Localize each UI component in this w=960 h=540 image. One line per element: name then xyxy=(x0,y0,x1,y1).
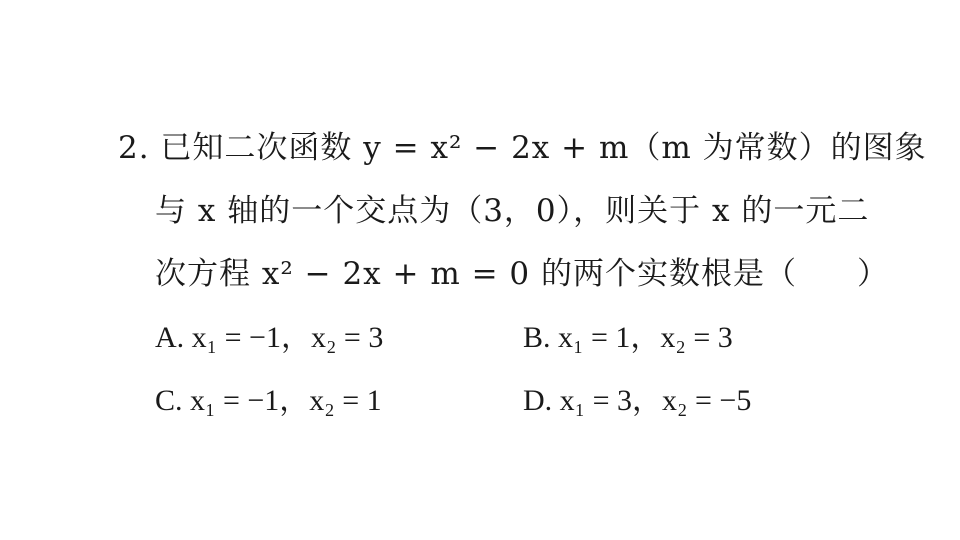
option-b[interactable]: B. x₁ = 1，x₂ = 3 xyxy=(523,321,733,354)
option-a[interactable]: A. x₁ = −1，x₂ = 3 xyxy=(155,321,384,354)
question-stem-line-3 xyxy=(155,254,889,294)
closing-paren: ） xyxy=(857,256,889,292)
question-stem-line-3-text: 次方程 x² − 2x + m = 0 的两个实数根是（ xyxy=(155,256,797,292)
option-d[interactable]: D. x₁ = 3，x₂ = −5 xyxy=(523,384,752,417)
option-c[interactable]: C. x₁ = −1，x₂ = 1 xyxy=(155,384,382,417)
question-stem-line-1: 2. 已知二次函数 y = x² − 2x + m（m 为常数）的图象 xyxy=(118,130,927,166)
question-stem-line-2: 与 x 轴的一个交点为（3，0），则关于 x 的一元二 xyxy=(155,193,870,229)
